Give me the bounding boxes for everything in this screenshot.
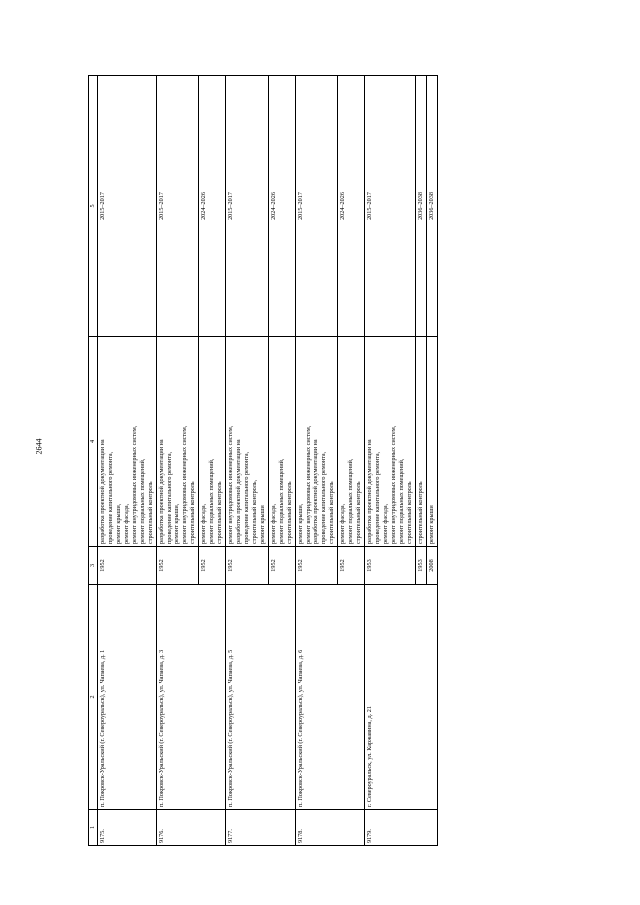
work-item: разработка проектной документации на — [157, 439, 165, 544]
work-item: разработка проектной документации на — [235, 439, 242, 544]
works-cell — [426, 337, 437, 547]
period-cell: 2015–2017 — [226, 76, 269, 337]
work-item: ремонт внутридомовых инженерных систем, — [389, 425, 397, 544]
repair-schedule-table — [88, 75, 438, 846]
row-number: 9179. — [365, 810, 438, 846]
page-number: 2644 — [34, 438, 44, 455]
period-cell: 2015–2017 — [295, 76, 338, 337]
works-cell — [156, 337, 199, 547]
work-item: ремонт фасада, — [269, 503, 277, 544]
header-col-4: 4 — [89, 337, 98, 547]
works-cell — [98, 337, 157, 547]
period-cell: 2015–2017 — [365, 76, 416, 337]
work-item: ремонт крыши, — [173, 503, 181, 544]
year-cell: 1952 — [268, 547, 295, 585]
year-cell: 2008 — [426, 547, 437, 585]
works-cell — [295, 337, 338, 547]
work-item: ремонт крыши — [258, 505, 266, 544]
works-cell — [268, 337, 295, 547]
header-row — [89, 76, 98, 846]
table-row — [98, 76, 157, 846]
work-item: ремонт крыши — [427, 505, 435, 544]
work-item: разработка проектной документации на — [312, 439, 320, 544]
work-item: ремонт крыши, — [114, 503, 122, 544]
work-item: проведение капитального ремонта, — [320, 451, 328, 544]
header-col-5: 5 — [89, 76, 98, 337]
period-cell: 2015–2017 — [98, 76, 157, 337]
year-cell: 1953 — [365, 547, 416, 585]
work-item: строительный контроль — [416, 481, 424, 544]
period-cell: 2015–2017 — [156, 76, 199, 337]
work-item: ремонт внутридомовых инженерных систем, — [130, 425, 138, 544]
work-item: ремонт фасада, — [339, 503, 347, 544]
work-item: ремонт внутридомовых инженерных систем, — [227, 425, 235, 544]
work-item: строительный контроль — [328, 481, 336, 544]
work-item: разработка проектной документации на — [366, 439, 374, 544]
works-cell — [365, 337, 416, 547]
work-item: строительный контроль, — [250, 479, 258, 544]
address-cell: п. Покровск-Уральский (г. Североуральск), ул. Чапаева, д. 3 — [156, 585, 226, 810]
period-cell: 2024–2026 — [199, 76, 226, 337]
work-item: строительный контроль — [146, 481, 154, 544]
work-item: ремонт подвальных помещений, — [277, 458, 285, 544]
row-number: 9176. — [156, 810, 226, 846]
work-item: проведение капитального ремонта, — [165, 451, 173, 544]
period-cell: 2024–2026 — [338, 76, 365, 337]
work-item: ремонт подвальных помещений, — [138, 458, 146, 544]
work-item: разработка проектной документации на — [99, 439, 106, 544]
works-cell — [199, 337, 226, 547]
table-container — [88, 76, 598, 846]
work-item: ремонт подвальных помещений, — [347, 458, 355, 544]
work-item: строительный контроль — [355, 481, 363, 544]
year-cell: 1952 — [338, 547, 365, 585]
row-number: 9177. — [226, 810, 296, 846]
year-cell: 1953 — [415, 547, 426, 585]
work-item: ремонт фасада, — [122, 503, 130, 544]
work-item: ремонт внутридомовых инженерных систем, — [304, 425, 312, 544]
work-item: ремонт фасада, — [381, 503, 389, 544]
work-item: проведение капитального ремонта, — [106, 451, 114, 544]
work-item: строительный контроль — [405, 481, 413, 544]
period-cell: 2024–2026 — [268, 76, 295, 337]
work-item: ремонт фасада, — [200, 503, 208, 544]
table-row — [295, 76, 338, 846]
works-cell — [338, 337, 365, 547]
work-item: проведение капитального ремонта, — [242, 451, 250, 544]
row-number: 9178. — [295, 810, 365, 846]
work-item: ремонт внутридомовых инженерных систем, — [181, 425, 189, 544]
header-col-3: 3 — [89, 547, 98, 585]
address-cell: г. Североуральск, ул. Каржавина, д. 21 — [365, 585, 438, 810]
work-item: ремонт подвальных помещений, — [208, 458, 216, 544]
works-cell — [415, 337, 426, 547]
address-cell: п. Покровск-Уральский (г. Североуральск), ул. Чапаева, д. 1 — [98, 585, 157, 810]
header-col-2: 2 — [89, 585, 98, 810]
work-item: проведение капитального ремонта, — [374, 451, 381, 544]
year-cell: 1952 — [226, 547, 269, 585]
work-item: ремонт крыши, — [296, 503, 304, 544]
work-item: ремонт подвальных помещений, — [397, 458, 405, 544]
period-cell: 2036–2038 — [415, 76, 426, 337]
period-cell: 2036–2038 — [426, 76, 437, 337]
year-cell: 1952 — [156, 547, 199, 585]
year-cell: 1952 — [295, 547, 338, 585]
row-number: 9175. — [98, 810, 157, 846]
header-col-1: 1 — [89, 810, 98, 846]
work-item: строительный контроль — [216, 481, 224, 544]
table-row — [365, 76, 416, 846]
address-cell: п. Покровск-Уральский (г. Североуральск), ул. Чапаева, д. 5 — [226, 585, 296, 810]
year-cell: 1952 — [199, 547, 226, 585]
address-cell: п. Покровск-Уральский (г. Североуральск), ул. Чапаева, д. 6 — [295, 585, 365, 810]
table-row — [226, 76, 269, 846]
year-cell: 1952 — [98, 547, 157, 585]
table-body — [98, 76, 438, 846]
table-row — [156, 76, 199, 846]
work-item: строительный контроль — [189, 481, 197, 544]
works-cell — [226, 337, 269, 547]
work-item: строительный контроль — [285, 481, 293, 544]
